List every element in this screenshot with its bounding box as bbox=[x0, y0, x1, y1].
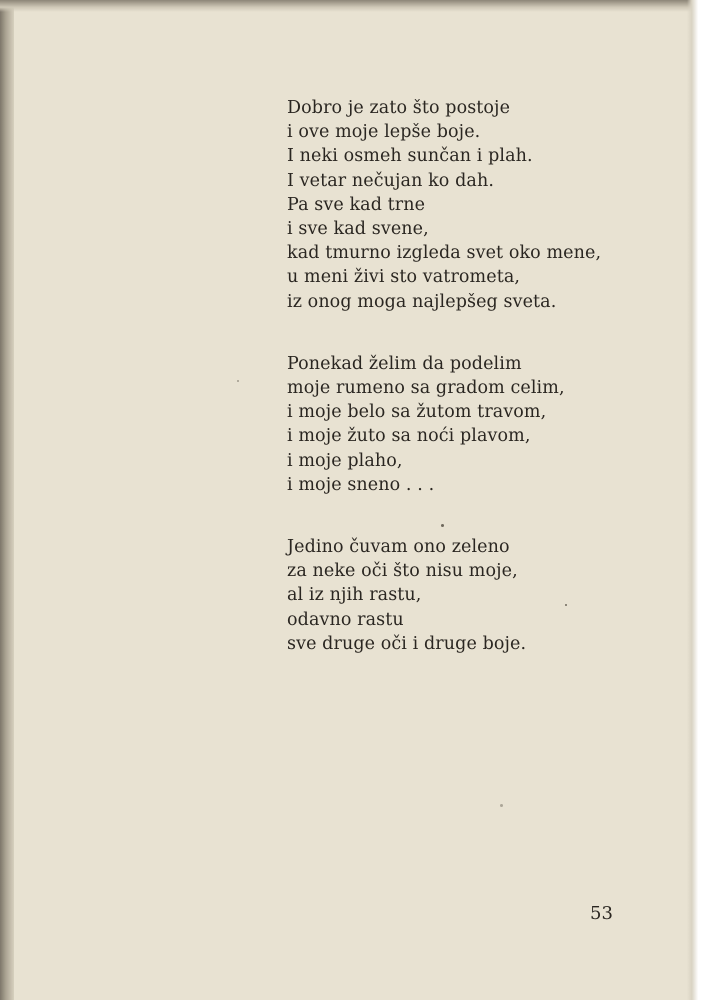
poem-line: i moje sneno . . . bbox=[287, 474, 435, 495]
paper-speck bbox=[500, 804, 503, 807]
poem-line: Ponekad želim da podelim bbox=[287, 353, 522, 374]
poem-line: i moje belo sa žutom travom, bbox=[287, 402, 547, 423]
paper-speck bbox=[565, 604, 567, 606]
page-number: 53 bbox=[590, 903, 613, 924]
paper-speck bbox=[237, 380, 239, 382]
poem-line: i moje plaho, bbox=[287, 450, 403, 471]
page-spine-shadow bbox=[0, 0, 14, 1000]
poem-line: i moje žuto sa noći plavom, bbox=[287, 426, 531, 447]
poem-line: i ove moje lepše boje. bbox=[287, 122, 481, 143]
poem-line: za neke oči što nisu moje, bbox=[287, 561, 518, 582]
poem-line: sve druge oči i druge boje. bbox=[287, 633, 527, 654]
poem-line: I neki osmeh sunčan i plah. bbox=[287, 146, 533, 167]
poem-line: iz onog moga najlepšeg sveta. bbox=[287, 291, 557, 312]
poem-line: I vetar nečujan ko dah. bbox=[287, 170, 494, 191]
stanza-3 bbox=[287, 535, 687, 656]
poem-line: odavno rastu bbox=[287, 609, 404, 630]
page-top-edge bbox=[0, 0, 703, 12]
poem-line: moje rumeno sa gradom celim, bbox=[287, 378, 565, 399]
poem-line: i sve kad svene, bbox=[287, 219, 429, 240]
poem-line: kad tmurno izgleda svet oko mene, bbox=[287, 243, 602, 264]
poem-line: u meni živi sto vatrometa, bbox=[287, 267, 521, 288]
poem bbox=[287, 96, 687, 656]
stanza-1 bbox=[287, 96, 687, 314]
stanza-2 bbox=[287, 352, 687, 497]
poem-line: Jedino čuvam ono zeleno bbox=[287, 537, 510, 558]
poem-line: Pa sve kad trne bbox=[287, 194, 426, 215]
paper-speck bbox=[441, 524, 444, 527]
poem-line: Dobro je zato što postoje bbox=[287, 98, 511, 118]
poem-line: al iz njih rastu, bbox=[287, 585, 422, 606]
page-right-edge bbox=[687, 0, 703, 1000]
